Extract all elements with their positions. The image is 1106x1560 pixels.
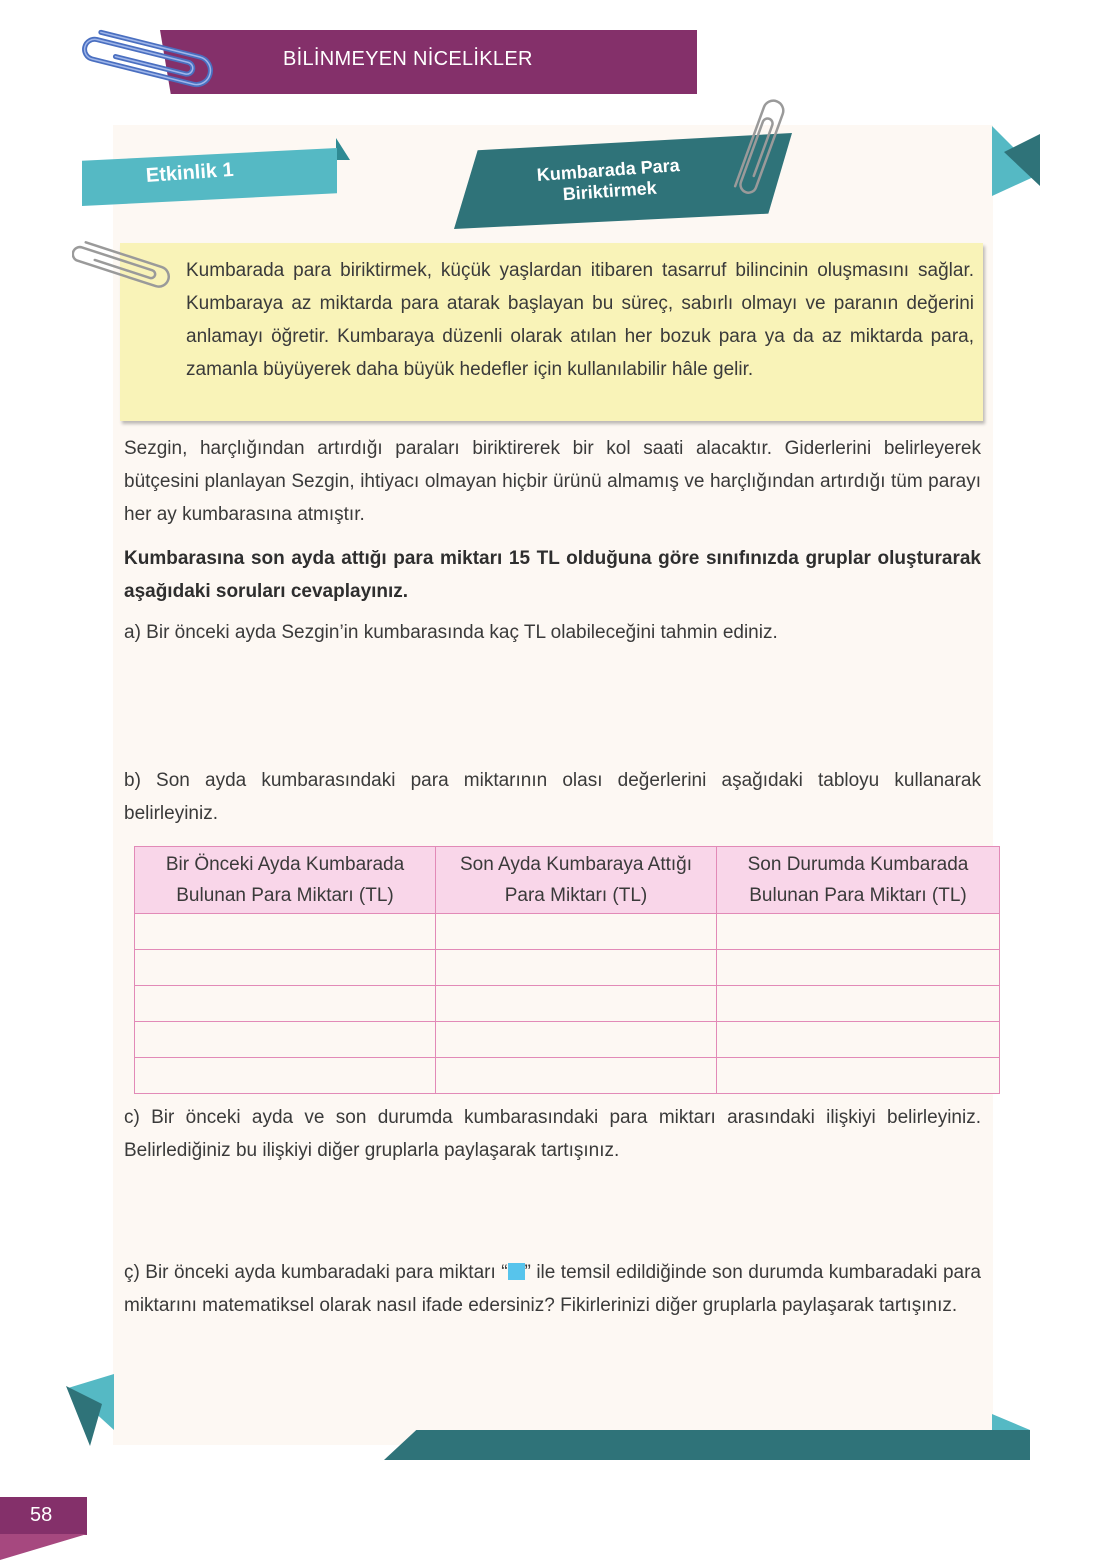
page-number: 58	[30, 1504, 53, 1526]
table-header-cell: Bir Önceki Ayda Kumbarada Bulunan Para Miktarı (TL)	[135, 847, 436, 914]
table-cell[interactable]	[717, 986, 1000, 1022]
info-note-text: Kumbarada para biriktirmek, küçük yaşlardan itibaren tasarruf bilincinin oluşmasını sağlar. Kumbaraya az miktarda para atarak başlayan bu süreç, sabırlı olmayı ve paranın değerini anlamayı öğretir. Kumbaraya düzenli olarak atılan her bozuk para ya da az miktarda para, zamanla büyüyerek daha büyük hedefler için kullanılabilir hâle gelir.	[186, 260, 974, 380]
table-row	[135, 1022, 1000, 1058]
table-header-cell: Son Ayda Kumbaraya Attığı Para Miktarı (TL)	[436, 847, 717, 914]
table-cell[interactable]	[135, 914, 436, 950]
question-c: c) Bir önceki ayda ve son durumda kumbarasındaki para miktarı arasındaki ilişkiyi belirleyiniz. Belirlediğiniz bu ilişkiyi diğer gruplarla paylaşarak tartışınız.	[124, 1107, 981, 1161]
table-cell[interactable]	[717, 950, 1000, 986]
bottom-band	[384, 1430, 1030, 1460]
table-cell[interactable]	[717, 1022, 1000, 1058]
table-header-cell: Son Durumda Kumbarada Bulunan Para Miktarı (TL)	[717, 847, 1000, 914]
paperclip-icon	[72, 230, 182, 292]
question-b: b) Son ayda kumbarasındaki para miktarının olası değerlerini aşağıdaki tabloyu kullanarak belirleyiniz.	[124, 770, 981, 824]
question-cc-start: ç) Bir önceki ayda kumbaradaki para miktarı “	[124, 1262, 508, 1283]
table-cell[interactable]	[717, 914, 1000, 950]
chapter-title: BİLİNMEYEN NİCELİKLER	[283, 48, 533, 70]
table-cell[interactable]	[135, 950, 436, 986]
corner-decoration	[992, 1414, 1032, 1432]
table-cell[interactable]	[135, 986, 436, 1022]
table-cell[interactable]	[717, 1058, 1000, 1094]
table-cell[interactable]	[436, 986, 717, 1022]
instruction-paragraph: Kumbarasına son ayda attığı para miktarı 15 TL olduğuna göre sınıfınızda gruplar oluşturarak aşağıdaki soruları cevaplayınız.	[124, 548, 981, 602]
table-cell[interactable]	[135, 1058, 436, 1094]
table-cell[interactable]	[436, 1058, 717, 1094]
table-cell[interactable]	[436, 1022, 717, 1058]
activity-title-line1: Kumbarada Para	[536, 155, 681, 185]
corner-decoration	[990, 126, 1042, 196]
corner-decoration	[66, 1374, 118, 1446]
table-row	[135, 950, 1000, 986]
question-cc-end: ” ile temsil edildiğinde son durumda kumbaradaki para miktarını matematiksel olarak nasıl ifade edersiniz? Fikirlerinizi diğer gruplarla paylaşarak tartışınız.	[124, 1262, 981, 1316]
answer-table	[134, 846, 1000, 1094]
paperclip-icon	[728, 92, 790, 202]
activity-title-line2: Biriktirmek	[562, 177, 658, 205]
table-cell[interactable]	[436, 914, 717, 950]
table-cell[interactable]	[436, 950, 717, 986]
table-header-row	[135, 847, 1000, 914]
question-a: a) Bir önceki ayda Sezgin’in kumbarasında kaç TL olabileceğini tahmin ediniz.	[124, 622, 778, 643]
paperclip-icon	[76, 22, 218, 94]
question-cc	[124, 1256, 981, 1322]
intro-paragraph: Sezgin, harçlığından artırdığı paraları biriktirerek bir kol saati alacaktır. Giderlerini belirleyerek bütçesini planlayan Sezgin, ihtiyacı olmayan hiçbir ürünü almamış ve harçlığından artırdığı tüm parayı her ay kumbarasına atmıştır.	[124, 438, 981, 525]
placeholder-square-icon	[508, 1263, 525, 1280]
table-cell[interactable]	[135, 1022, 436, 1058]
table-row	[135, 1058, 1000, 1094]
table-row	[135, 914, 1000, 950]
page-number-tail	[0, 1534, 87, 1560]
table-row	[135, 986, 1000, 1022]
etkinlik-label: Etkinlik 1	[145, 158, 235, 187]
